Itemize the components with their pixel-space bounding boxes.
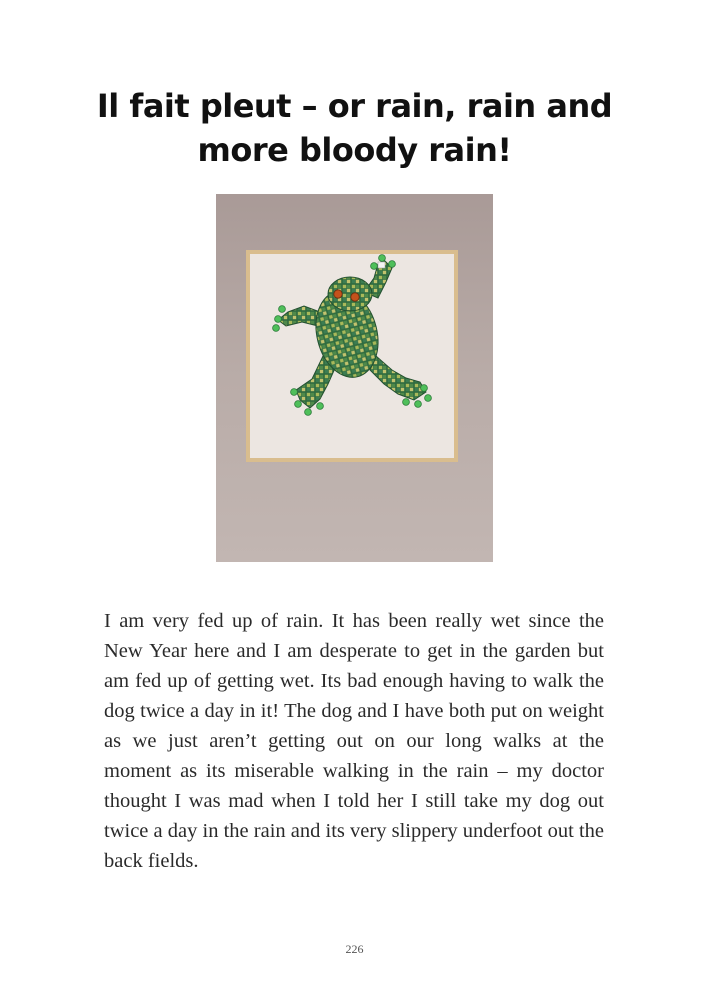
- page-number: 226: [345, 942, 364, 956]
- chapter-title: Il fait pleut – or rain, rain and more bloody rain!: [96, 87, 613, 169]
- body-paragraph: I am very fed up of rain. It has been really wet since the New Year here and I am desperate to get in the garden but am fed up of getting wet. Its bad enough having to walk the dog twice a day in it! The dog and I have both put on weight as we just aren’t getting out on our long walks at the moment as its miserable walking in the rain – my doctor thought I was mad when I told her I still take my dog out twice a day in the rain and its very slippery underfoot out the back fields.: [104, 610, 604, 872]
- wall-hook: [378, 262, 385, 268]
- mosaic-frog-photo: [216, 194, 493, 562]
